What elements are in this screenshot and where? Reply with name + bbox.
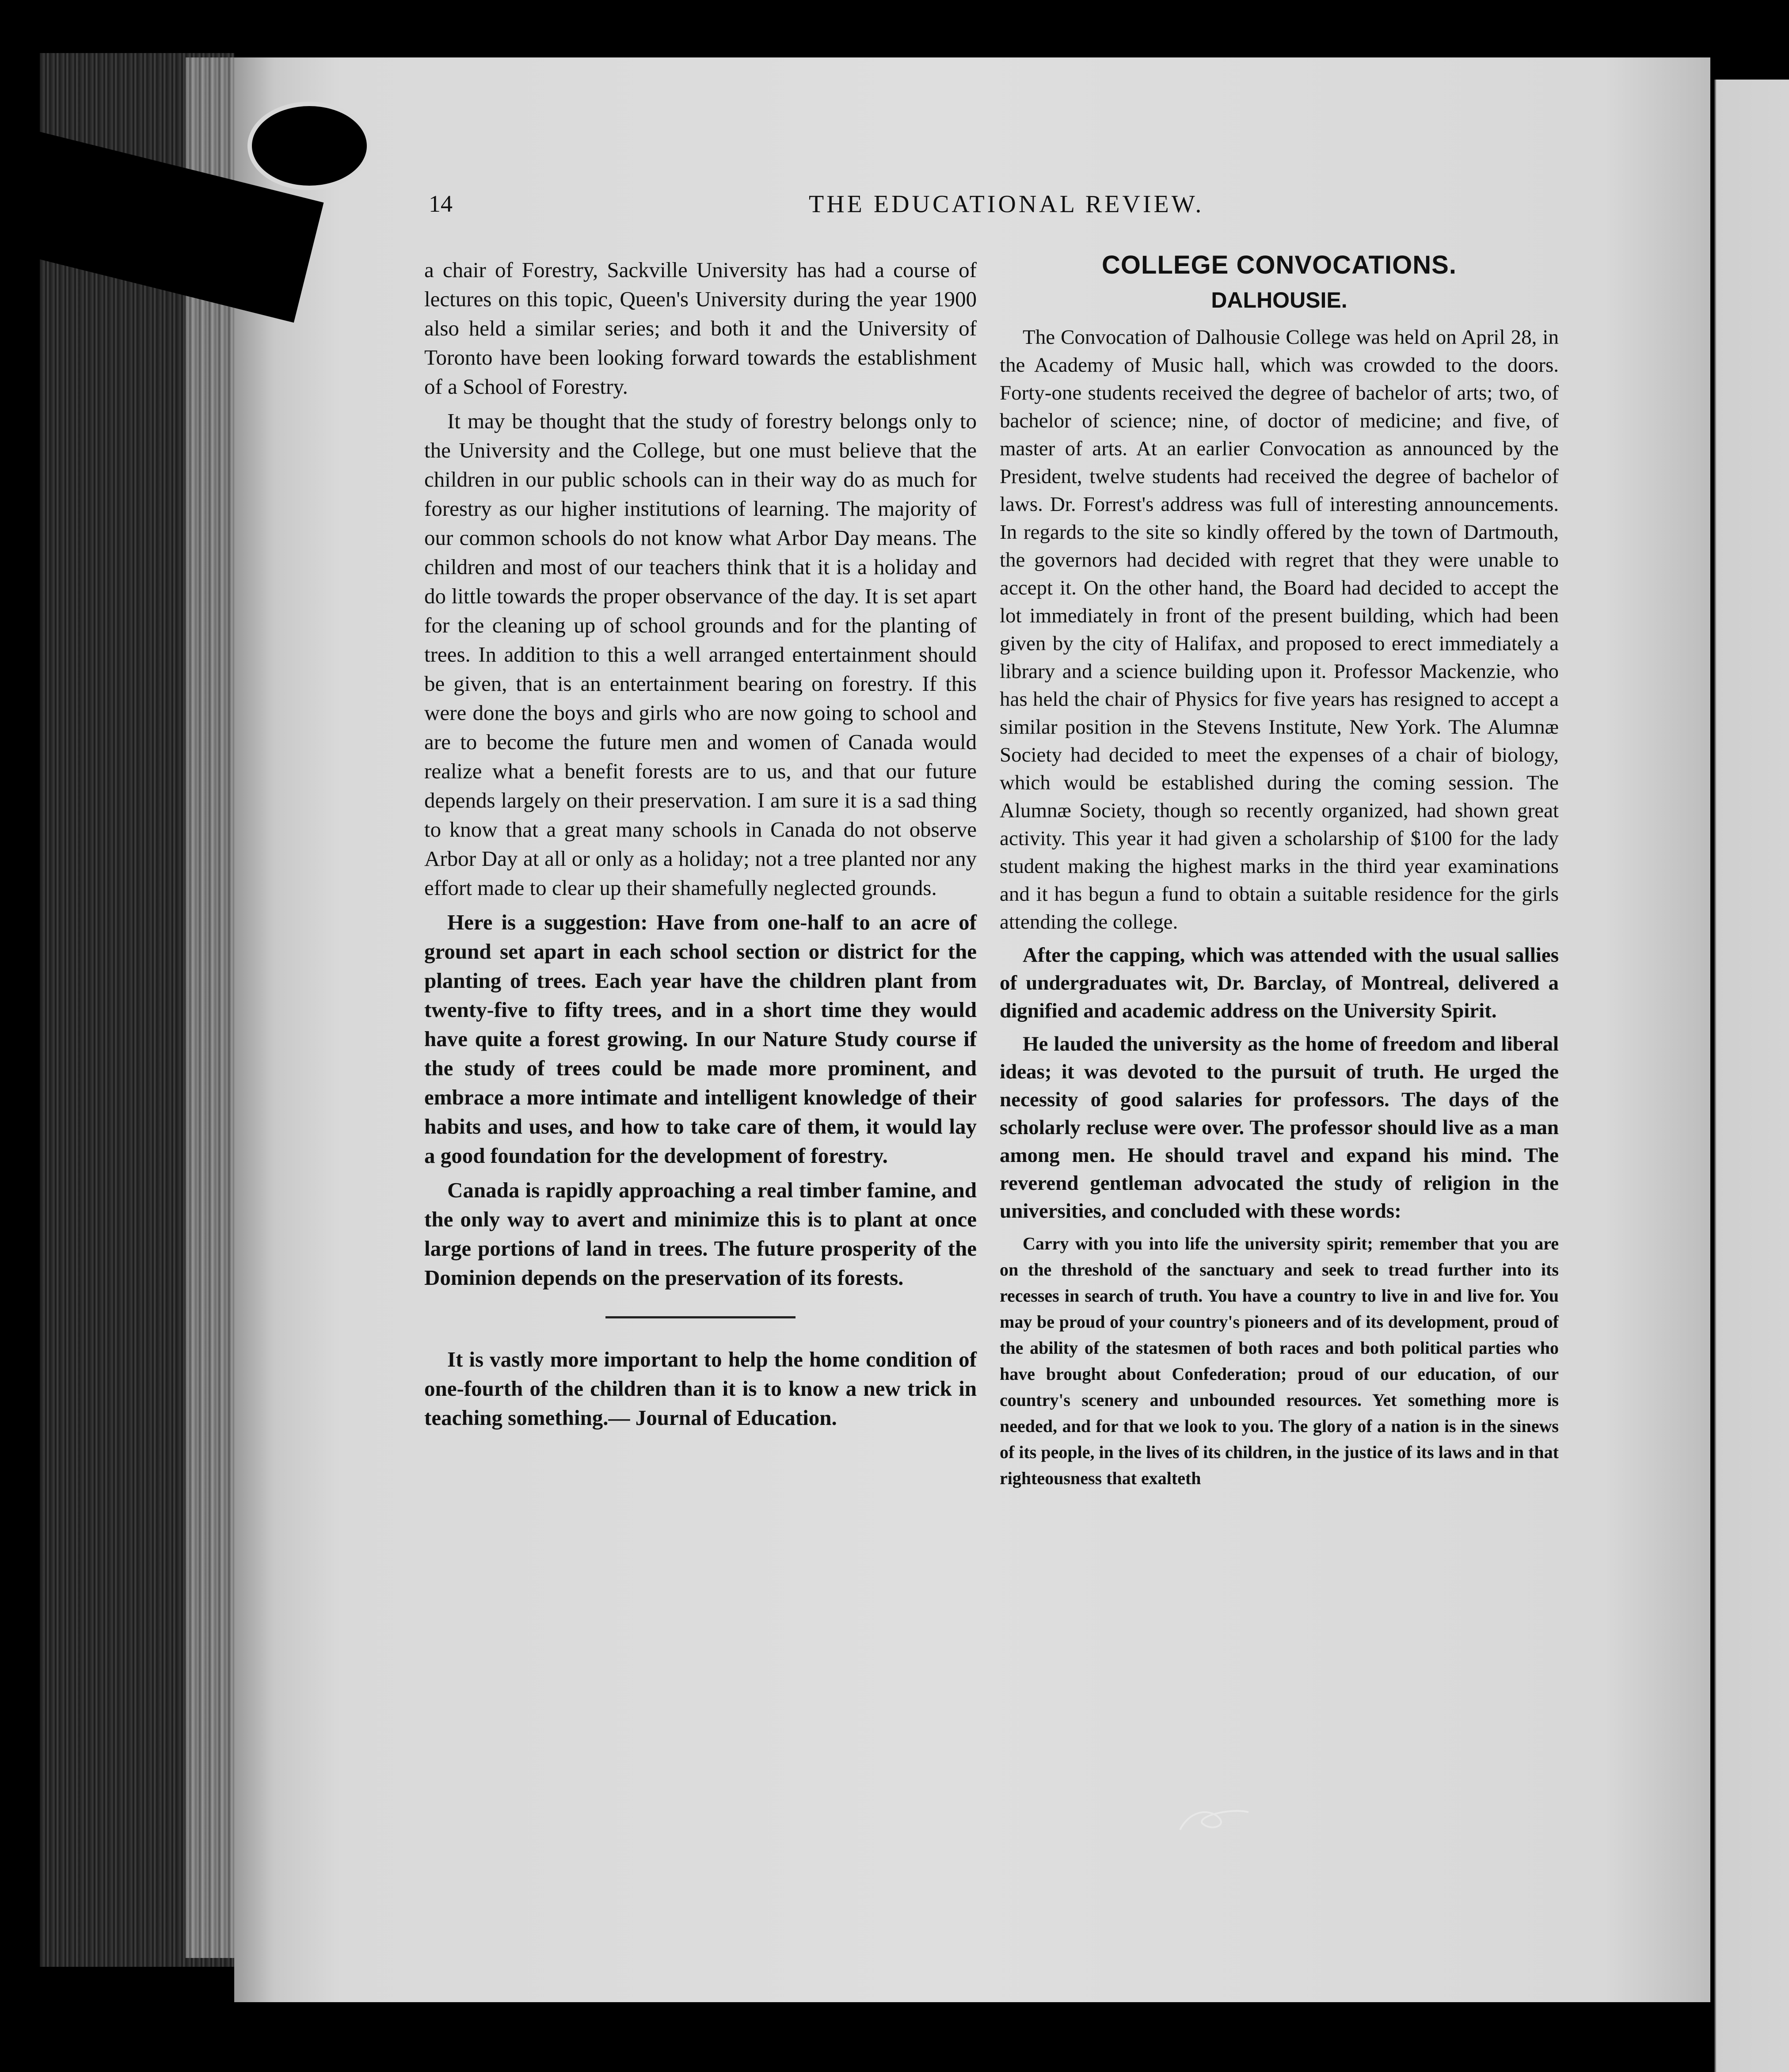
running-head [429,190,1701,230]
article-heading: COLLEGE CONVOCATIONS. [1102,251,1457,279]
right-paragraph-3: He lauded the university as the home of freedom and liberal ideas; it was devoted to the pursuit of truth. He urged the necessity of good salaries for professors. The days of the scholarly recluse were over. The professor should live as a man among men. He should travel and expand his mind. The reverend gentleman advocated the study of religion in the universities, and concluded with these words: [1000,1032,1559,1223]
article-subheading: DALHOUSIE. [1211,288,1347,312]
next-page-edge [1710,80,1789,2072]
page-clip-icon [247,102,371,190]
right-paragraph-1: The Convocation of Dalhousie College was held on April 28, in the Academy of Music hall, which was crowded to the doors. Forty-one students received the degree of bachelor of arts; two, of bachelor of science; nine, of doctor of medicine; and five, of master of arts. At an earlier Convocation as announced by the President, twelve students had received the degree of bachelor of laws. Dr. Forrest's address was full of interesting announcements. In regards to the site so kindly offered by the town of Dartmouth, the governors had decided with regret that they were unable to accept it. On the other hand, the Board had decided to accept the lot immediately in front of the present building, which had been given by the city of Halifax, and proposed to erect immediately a library and a science building upon it. Professor Mackenzie, who has held the chair of Physics for five years has resigned to accept a similar position in the Stevens Institute, New York. The Alumnæ Society had decided to meet the expenses of a chair of biology, which would be established during the coming session. The Alumnæ Society, though so recently organized, had shown great activity. This year it had given a scholarship of $100 for the lady student making the highest marks in the third year examinations and it has begun a fund to obtain a suitable residence for the girls attending the college. [1000,326,1559,933]
address-quote: Carry with you into life the university spirit; remember that you are on the threshold of the sanctuary and seek to tread further into its recesses in search of truth. You have a country to live in and live for. You may be proud of your country's pioneers and of its development, proud of the ability of the statesmen of both races and both political parties who have brought about Confederation; proud of our education, of our country's scenery and unbounded resources. Yet something more is needed, and for that we look to you. The glory of a nation is in the sinews of its people, in the lives of its children, in the justice of its laws and in that righteousness that exalteth [1000,1234,1559,1488]
pencil-mark [1176,1803,1255,1834]
section-divider [605,1316,796,1318]
journal-title: THE EDUCATIONAL REVIEW. [809,190,1204,218]
left-paragraph-3: Here is a suggestion: Have from one-half to an acre of ground set apart in each school section or district for the planting of trees. Each year have the children plant from twenty-five to fifty trees, and in a short time they would have quite a forest growing. In our Nature Study course if the study of trees could be made more prominent, and embrace a more intimate and intelligent knowledge of their habits and uses, and how to take care of them, it would lay a good foundation for the development of forestry. [424,910,977,1168]
page-number: 14 [429,190,453,217]
left-paragraph-4: Canada is rapidly approaching a real timber famine, and the only way to avert and minimize this is to plant at once large portions of land in trees. The future prosperity of the Dominion depends on the preservation of its forests. [424,1178,977,1290]
closing-quote: It is vastly more important to help the home condition of one-fourth of the children than it is to know a new trick in teaching something.— Journal of Education. [424,1347,977,1430]
book-page-edges-highlight [186,57,234,1958]
right-column [1000,248,1559,1491]
right-paragraph-2: After the capping, which was attended with the usual sallies of undergraduates wit, Dr. Barclay, of Montreal, delivered a dignified and academic address on the University Spirit. [1000,944,1559,1022]
left-paragraph-1: a chair of Forestry, Sackville University has had a course of lectures on this topic, Queen's University during the year 1900 also held a similar series; and both it and the University of Toronto have been looking forward towards the establishment of a School of Forestry. [424,258,977,399]
left-column [424,255,977,1432]
left-paragraph-2: It may be thought that the study of forestry belongs only to the University and the College, but one must believe that the children in our public schools can in their way do as much for forestry as our higher institutions of learning. The majority of our common schools do not know what Arbor Day means. The children and most of our teachers think that it is a holiday and do little towards the proper observance of the day. It is set apart for the cleaning up of school grounds and for the planting of trees. In addition to this a well arranged entertainment should be given, that is an entertainment bearing on forestry. If this were done the boys and girls who are now going to school and are to become the future men and women of Canada would realize what a benefit forests are to us, and that our future depends largely on their preservation. I am sure it is a sad thing to know that a great many schools in Canada do not observe Arbor Day at all or only as a holiday; not a tree planted nor any effort made to clear up their shamefully neglected grounds. [424,409,977,900]
